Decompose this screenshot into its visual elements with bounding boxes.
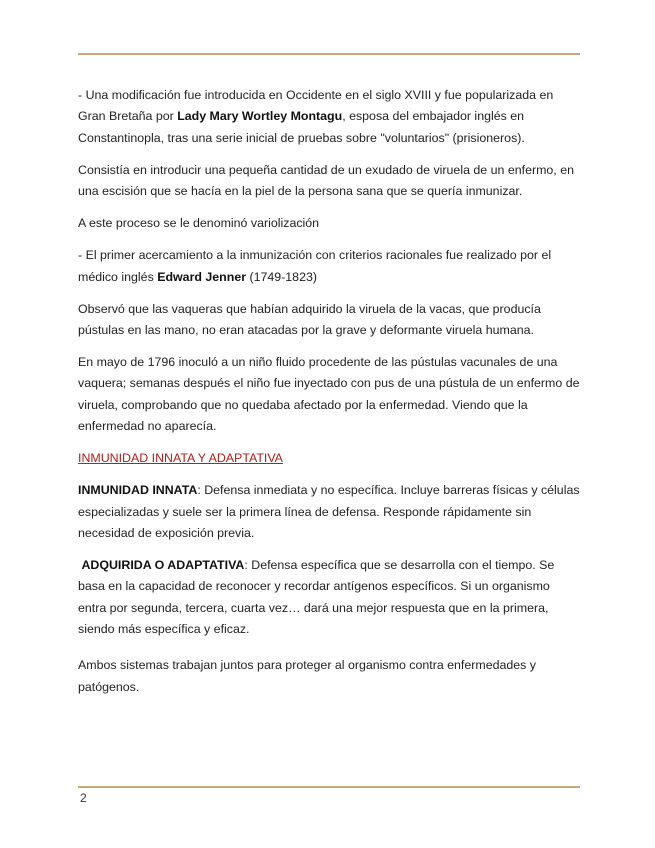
page-number: 2 bbox=[80, 791, 87, 805]
inmunidad-heading-link[interactable]: INMUNIDAD INNATA Y ADAPTATIVA bbox=[78, 451, 283, 466]
term-adquirida-adaptativa: ADQUIRIDA O ADAPTATIVA bbox=[81, 558, 245, 573]
footer-rule bbox=[78, 786, 580, 788]
paragraph-variolizacion: A este proceso se le denominó variolización bbox=[78, 216, 320, 231]
paragraph-jenner: - El primer acercamiento a la inmunización con criterios racionales fue realizado por el médico inglés Edward Jenner (1749-1823) bbox=[78, 248, 552, 284]
section-heading-link bbox=[78, 448, 580, 469]
name-lady-mary-wortley-montagu: Lady Mary Wortley Montagu bbox=[177, 109, 343, 124]
paragraph-innate: INMUNIDAD INNATA: Defensa inmediata y no específica. Incluye barreras físicas y células especializadas y suele ser la primera línea de defensa. Responde rápidamente sin necesidad de exposición previa. bbox=[78, 483, 580, 541]
paragraph-adaptive: ADQUIRIDA O ADAPTATIVA: Defensa específica que se desarrolla con el tiempo. Se basa en la capacidad de reconocer y recordar antígenos específicos. Si un organismo entra por segunda, tercera, cuarta vez… dará una mejor respuesta que en la primera, siendo más específica y eficaz. bbox=[78, 558, 555, 637]
paragraph-vaqueras: Observó que las vaqueras que habían adquirido la viruela de la vacas, que producía pústulas en las mano, no eran atacadas por la grave y deformante viruela humana. bbox=[78, 301, 541, 338]
paragraph-closing: Ambos sistemas trabajan juntos para proteger al organismo contra enfermedades y patógenos. bbox=[78, 658, 537, 694]
paragraph-montagu: - Una modificación fue introducida en Occidente en el siglo XVIII y fue popularizada en Gran Bretaña por Lady Mary Wortley Montagu, esposa del embajador inglés en Constantinopla, tras una serie inicial de pruebas sobre "voluntarios" (prisioneros). bbox=[78, 88, 554, 145]
term-inmunidad-innata: INMUNIDAD INNATA bbox=[78, 483, 198, 498]
paragraph-procedure: Consistía en introducir una pequeña cantidad de un exudado de viruela de un enfermo, en una escisión que se hacía en la piel de la persona sana que se quería inmunizar. bbox=[78, 162, 574, 199]
document-body bbox=[78, 85, 580, 709]
paragraph-1796: En mayo de 1796 inoculó a un niño fluido procedente de las pústulas vacunales de una vaquera; semanas después el niño fue inyectado con pus de una pústula de un enfermo de viruela, comprobando que no quedaba afectado por la enfermedad. Viendo que la enfermedad no aparecía. bbox=[78, 355, 580, 434]
header-rule bbox=[78, 53, 580, 55]
name-edward-jenner: Edward Jenner bbox=[157, 269, 247, 284]
